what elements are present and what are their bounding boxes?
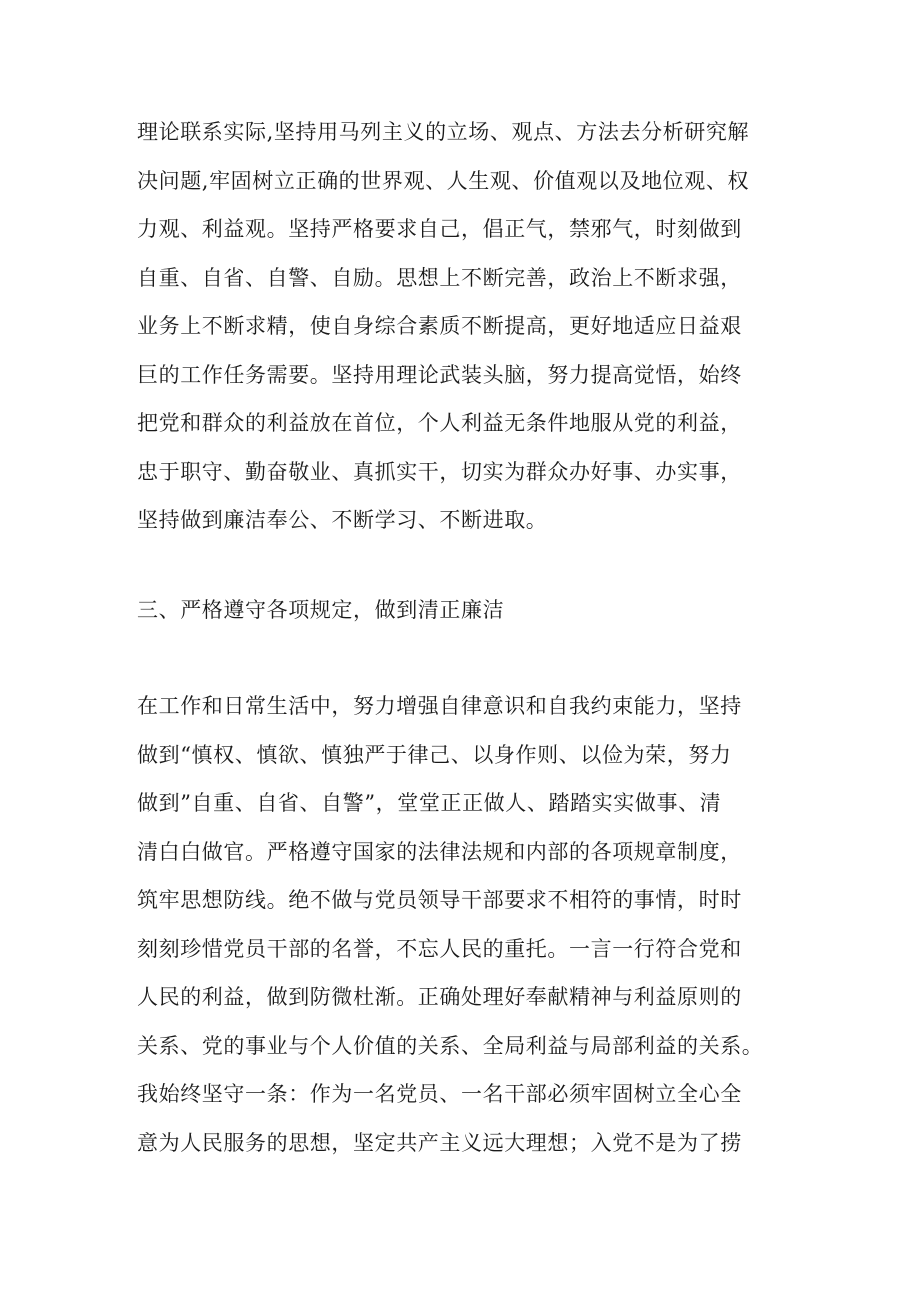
paragraph-line: 自重、自省、自警、自励。思想上不断完善，政治上不断求强， xyxy=(137,265,742,290)
paragraph-line: 在工作和日常生活中，努力增强自律意识和自我约束能力，坚持 xyxy=(137,694,742,718)
paragraph-line: 把党和群众的利益放在首位，个人利益无条件地服从党的利益， xyxy=(137,411,742,435)
paragraph-line: 我始终坚守一条：作为一名党员、一名干部必须牢固树立全心全 xyxy=(137,1082,742,1106)
paragraph-line: 忠于职守、勤奋敬业、真抓实干，切实为群众办好事、办实事， xyxy=(137,459,742,484)
paragraph-1 xyxy=(137,108,817,545)
paragraph-line: 理论联系实际,坚持用马列主义的立场、观点、方法去分析研究解 xyxy=(137,120,750,144)
paragraph-line: 人民的利益，做到防微杜渐。正确处理好奉献精神与利益原则的 xyxy=(137,985,742,1009)
section-heading-text: 三、严格遵守各项规定，做到清正廉洁 xyxy=(137,598,505,622)
paragraph-line: 关系、党的事业与个人价值的关系、全局利益与局部利益的关系。 xyxy=(137,1033,764,1058)
paragraph-line: 业务上不断求精，使自身综合素质不断提高，更好地适应日益艰 xyxy=(137,314,742,338)
paragraph-line: 做到“慎权、慎欲、慎独严于律己、以身作则、以俭为荣，努力 xyxy=(137,742,732,767)
paragraph-line: 意为人民服务的思想，坚定共产主义远大理想；入党不是为了捞 xyxy=(137,1130,742,1155)
paragraph-line: 刻刻珍惜党员干部的名誉，不忘人民的重托。一言一行符合党和 xyxy=(137,936,742,961)
section-heading xyxy=(137,586,817,635)
paragraph-line: 做到”自重、自省、自警”，堂堂正正做人、踏踏实实做事、清 xyxy=(137,791,722,815)
paragraph-line: 清白白做官。严格遵守国家的法律法规和内部的各项规章制度， xyxy=(137,839,742,864)
paragraph-line: 力观、利益观。坚持严格要求自己，倡正气，禁邪气，时刻做到 xyxy=(137,217,742,241)
paragraph-line: 决问题,牢固树立正确的世界观、人生观、价值观以及地位观、权 xyxy=(137,168,750,193)
paragraph-line: 坚持做到廉洁奉公、不断学习、不断进取。 xyxy=(137,508,548,532)
paragraph-line: 筑牢思想防线。绝不做与党员领导干部要求不相符的事情，时时 xyxy=(137,888,742,912)
paragraph-line: 巨的工作任务需要。坚持用理论武装头脑，努力提高觉悟，始终 xyxy=(137,362,742,387)
paragraph-2 xyxy=(137,682,817,1167)
